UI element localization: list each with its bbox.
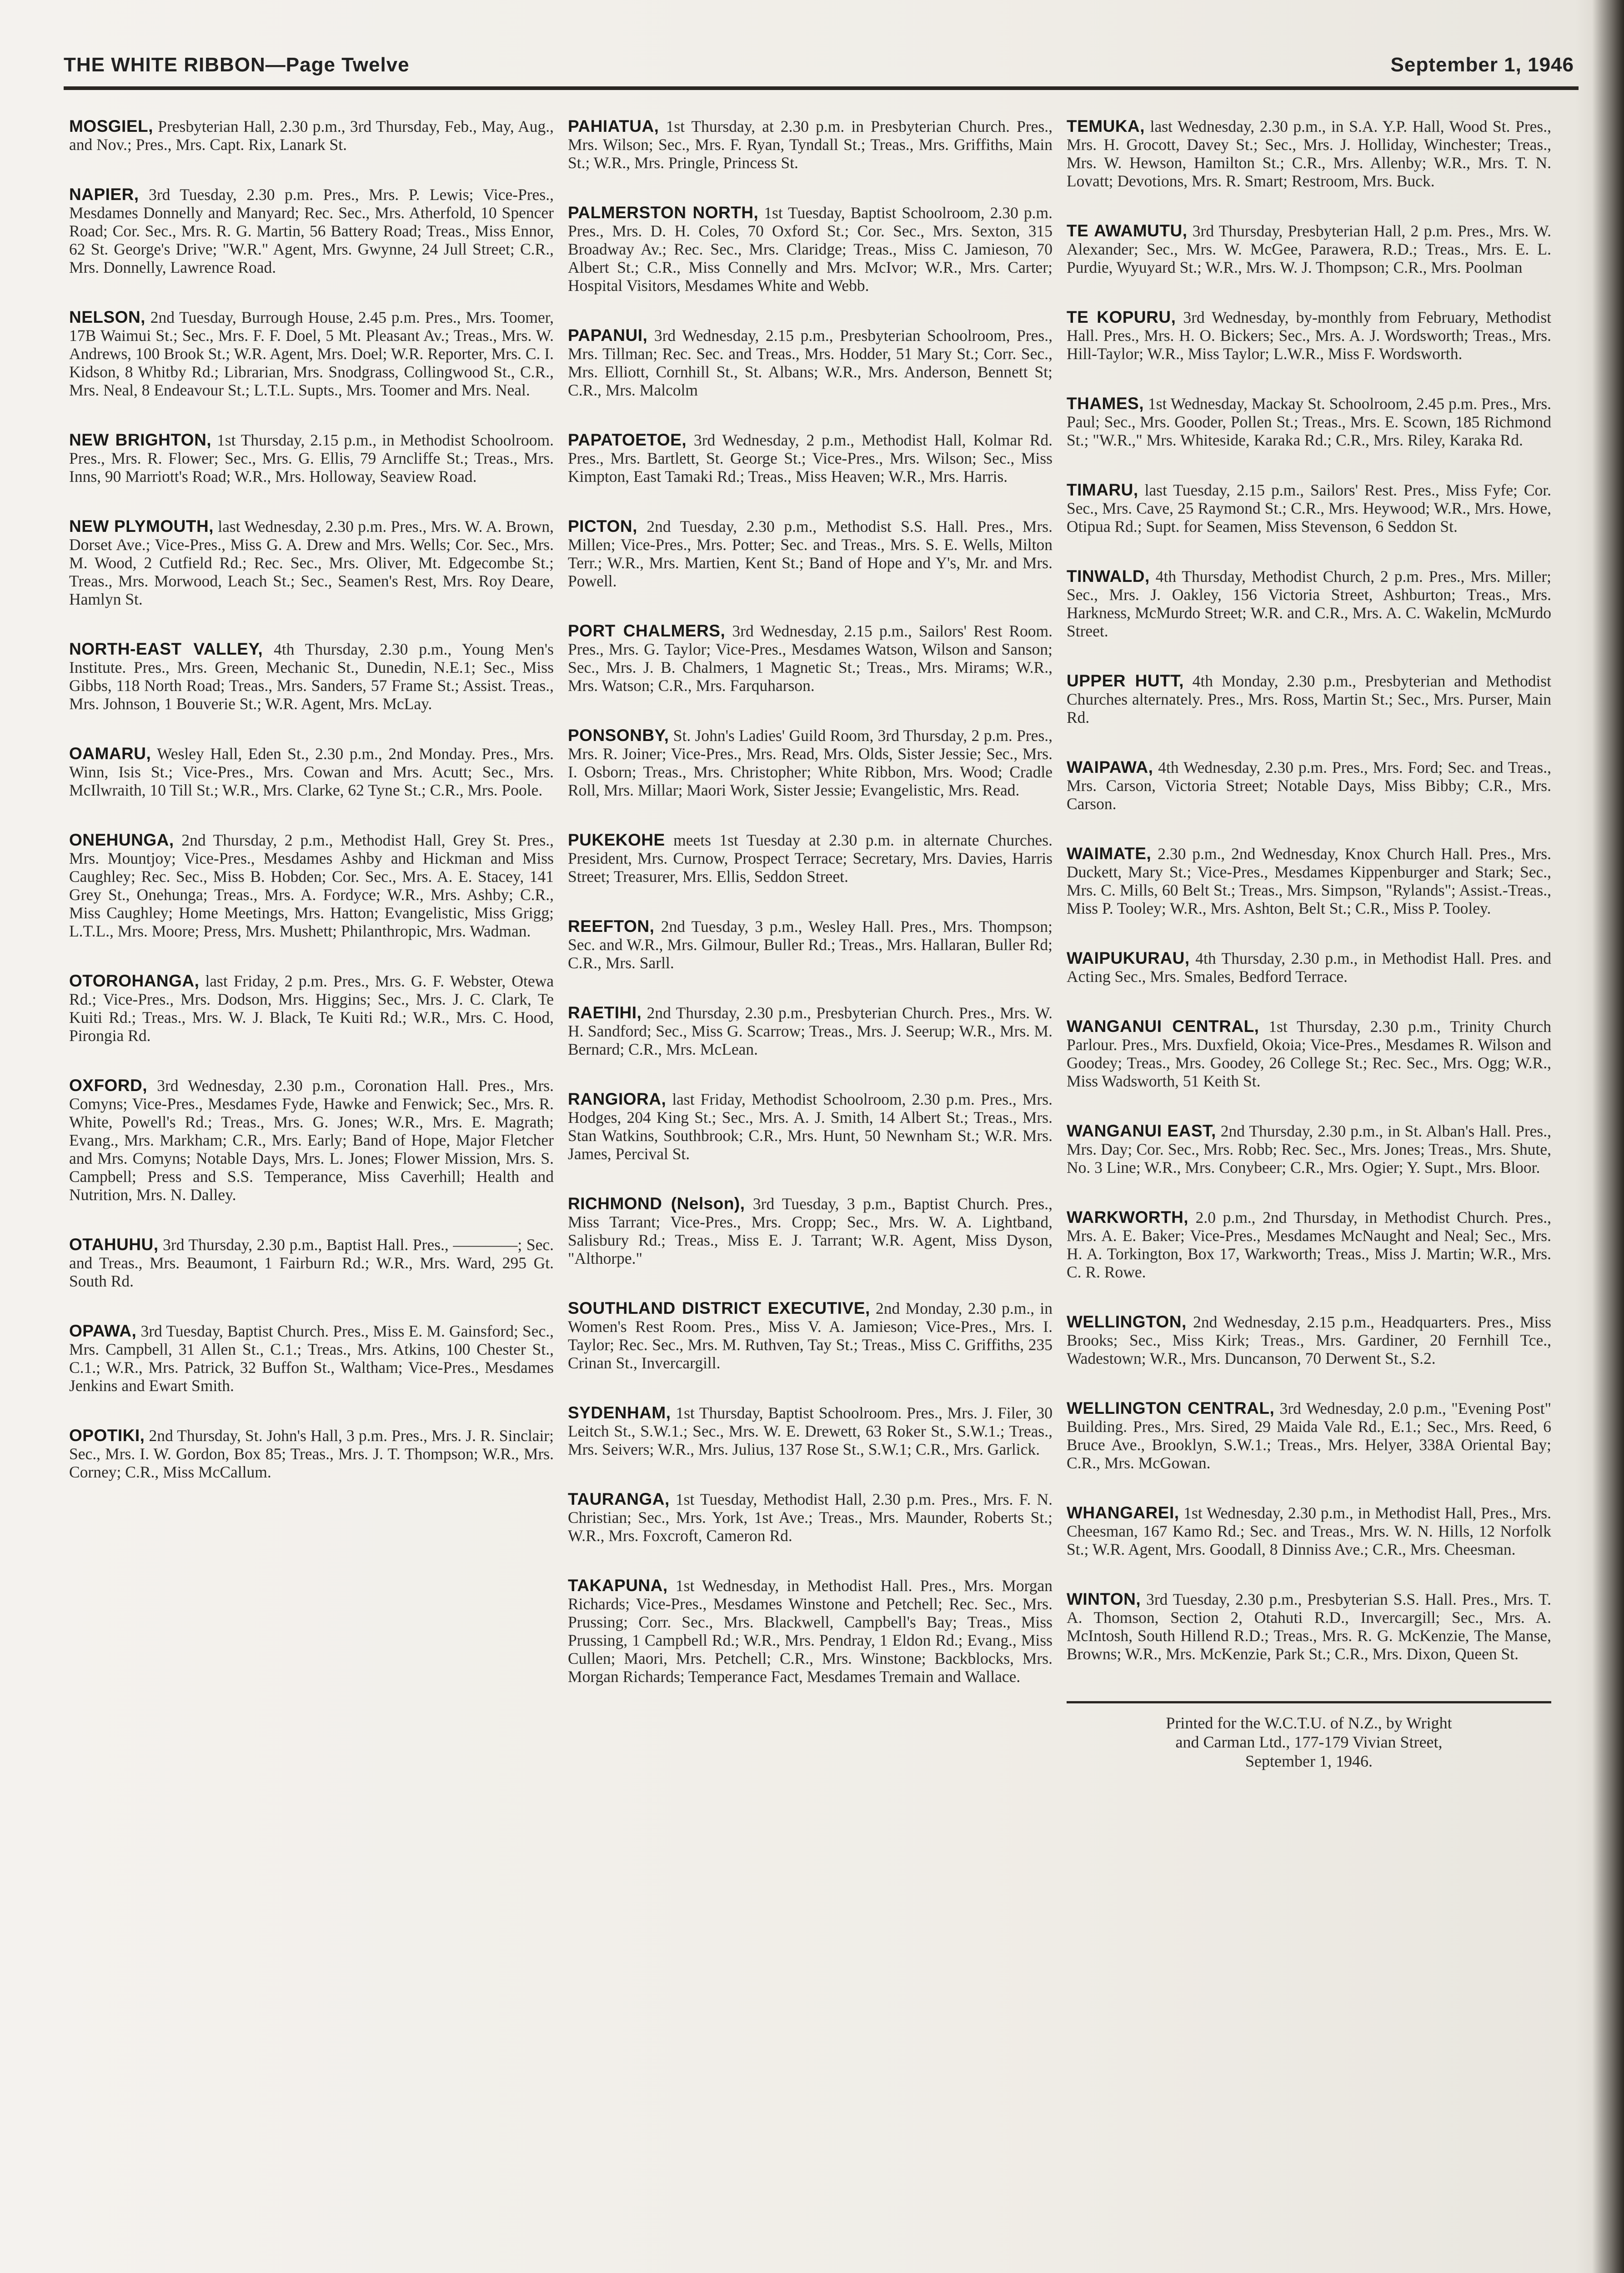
branch-name: ONEHUNGA, (69, 831, 174, 849)
branch-details: 3rd Wednesday, 2.30 p.m., Coronation Hall. Pres., Mrs. Comyns; Vice-Pres., Mesdames Fyde, Hawke and Fenwick; Sec., Mrs. R. White, Powell's Rd.; Treas., Mrs. G. Jones; W.R., Mrs. E. Magrath; Evang., Mrs. Markham; C.R., Mrs. Early; Band of Hope, Major Fletcher and Mrs. Comyns; Notable Days, Mrs. L. Jones; Flower Mission, Mrs. S. Campbell; Press and S.S. Temperance, Miss Caverhill; Health and Nutrition, Mrs. N. Dalley. (69, 1076, 554, 1204)
branch-details: 2nd Thursday, 2.30 p.m., Presbyterian Church. Pres., Mrs. W. H. Sandford; Sec., Miss G. Scarrow; Treas., Mrs. J. Seerup; W.R., Mrs. M. Bernard; C.R., Mrs. McLean. (568, 1004, 1053, 1058)
branch-details: last Tuesday, 2.15 p.m., Sailors' Rest. Pres., Miss Fyfe; Cor. Sec., Mrs. Cave, 25 Raymond St.; C.R., Mrs. Heywood; W.R., Mrs. Howe, Otipua Rd.; Supt. for Seamen, Miss Stevenson, 6 Seddon St. (1067, 481, 1551, 536)
branch-details: 2nd Wednesday, 2.15 p.m., Headquarters. Pres., Miss Brooks; Sec., Miss Kirk; Treas., Mrs. Gardiner, 20 Fernhill Tce., Wadestown; W.R., Mrs. Duncanson, 70 Derwent St., S.2. (1067, 1313, 1551, 1367)
columns (69, 117, 1551, 2273)
branch-details: 2nd Thursday, 2 p.m., Methodist Hall, Grey St. Pres., Mrs. Mountjoy; Vice-Pres., Mesdames Ashby and Hickman and Miss Caughley; Rec. Sec., Miss B. Hobden; Cor. Sec., Mrs. A. E. Stacey, 141 Grey St., Onehunga; Treas., Mrs. A. Fordyce; W.R., Mrs. Ashby; C.R., Miss Caughley; Home Meetings, Mrs. Hatton; Evangelistic, Miss Grigg; L.T.L., Mrs. Moore; Press, Mrs. Mushett; Philanthropic, Mrs. Wadman. (69, 831, 554, 940)
branch-name: PAHIATUA, (568, 117, 659, 135)
branch-name: UPPER HUTT, (1067, 671, 1184, 690)
branch-entry (1067, 1313, 1551, 1367)
branch-entry (1067, 308, 1551, 363)
branch-name: WANGANUI EAST, (1067, 1121, 1216, 1140)
branch-entry (1067, 395, 1551, 449)
branch-name: WAIMATE, (1067, 844, 1152, 863)
branch-entry (69, 431, 554, 486)
branch-name: OAMARU, (69, 744, 151, 763)
branch-name: WANGANUI CENTRAL, (1067, 1017, 1259, 1036)
branch-name: TAURANGA, (568, 1490, 670, 1508)
branch-entry (69, 517, 554, 608)
branch-details: 3rd Tuesday, 3 p.m., Baptist Church. Pres., Miss Tarrant; Vice-Pres., Mrs. Cropp; Sec., Mrs. W. A. Lightband, Salisbury Rd.; Treas., Miss E. J. Tarrant; W.R. Agent, Miss Dyson, "Althorpe." (568, 1195, 1053, 1267)
header-date: September 1, 1946 (1390, 54, 1574, 76)
imprint-line1: Printed for the W.C.T.U. of N.Z., by Wright (1166, 1714, 1452, 1732)
branch-entry (69, 185, 554, 276)
branch-entry (568, 117, 1053, 172)
branch-name: WINTON, (1067, 1590, 1141, 1608)
branch-entry (568, 1004, 1053, 1058)
branch-entry (69, 1322, 554, 1395)
branch-name: WELLINGTON CENTRAL, (1067, 1399, 1275, 1417)
branch-entry (69, 117, 554, 154)
branch-details: 2nd Monday, 2.30 p.m., in Women's Rest Room. Pres., Miss V. A. Jamieson; Vice-Pres., Mrs. I. Taylor; Rec. Sec., Mrs. M. Ruthven, Tay St.; Treas., Miss C. Griffiths, 235 Crinan St., Invercargill. (568, 1299, 1053, 1372)
branch-name: WAIPUKURAU, (1067, 949, 1190, 967)
branch-entry (568, 622, 1053, 695)
branch-name: PAPANUI, (568, 326, 648, 345)
branch-name: SYDENHAM, (568, 1403, 671, 1422)
branch-name: NEW PLYMOUTH, (69, 517, 214, 536)
column-3 (1067, 117, 1551, 2273)
branch-details: 3rd Thursday, Presbyterian Hall, 2 p.m. Pres., Mrs. W. Alexander; Sec., Mrs. W. McGee, Parawera, R.D.; Treas., Mrs. E. L. Purdie, Wyuyard St.; W.R., Mrs. W. J. Thompson; C.R., Mrs. Poolman (1067, 222, 1552, 276)
branch-details: 4th Thursday, 2.30 p.m., in Methodist Hall. Pres. and Acting Sec., Mrs. Smales, Bedford Terrace. (1067, 949, 1551, 986)
branch-details: 3rd Wednesday, 2 p.m., Methodist Hall, Kolmar Rd. Pres., Mrs. Bartlett, St. George St.; Vice-Pres., Mrs. Wilson; Sec., Miss Kimpton, East Tamaki Rd.; Treas., Miss Heaven; W.R., Mrs. Harris. (568, 431, 1053, 486)
branch-details: Presbyterian Hall, 2.30 p.m., 3rd Thursday, Feb., May, Aug., and Nov.; Pres., Mrs. Capt. Rix, Lanark St. (69, 117, 554, 154)
branch-entry (69, 1427, 554, 1481)
branch-details: 1st Wednesday, Mackay St. Schoolroom, 2.45 p.m. Pres., Mrs. Paul; Sec., Mrs. Gooder, Pollen St.; Treas., Mrs. E. Scown, 185 Richmond St.; "W.R.," Mrs. Whiteside, Karaka Rd.; C.R., Mrs. Riley, Karaka Rd. (1067, 395, 1552, 449)
branch-name: NAPIER, (69, 185, 139, 204)
branch-entry (568, 326, 1053, 399)
branch-name: RICHMOND (Nelson), (568, 1194, 745, 1213)
branch-details: 3rd Tuesday, 2.30 p.m. Pres., Mrs. P. Lewis; Vice-Pres., Mesdames Donnelly and Manyard; Rec. Sec., Mrs. Atherfold, 10 Spencer Road; Cor. Sec., Mrs. R. G. Martin, 56 Battery Road; Treas., Miss Ennor, 62 St. George's Drive; "W.R." Agent, Mrs. Gwynne, 24 Jull Street; C.R., Mrs. Donnelly, Lawrence Road. (69, 185, 554, 276)
branch-entry (69, 1236, 554, 1290)
branch-details: Wesley Hall, Eden St., 2.30 p.m., 2nd Monday. Pres., Mrs. Winn, Isis St.; Vice-Pres., Mrs. Cowan and Mrs. Acutt; Sec., Mrs. McIlwraith, 10 Till St.; W.R., Mrs. Clarke, 62 Tyne St.; C.R., Mrs. Poole. (69, 745, 554, 799)
branch-name: WAIPAWA, (1067, 758, 1153, 776)
branch-entry (1067, 1122, 1551, 1177)
branch-entry (1067, 1017, 1551, 1090)
branch-name: PUKEKOHE (568, 831, 665, 849)
imprint-line3: September 1, 1946. (1245, 1752, 1373, 1770)
branch-entry (1067, 567, 1551, 640)
branch-name: PICTON, (568, 517, 637, 536)
branch-details: 1st Tuesday, Methodist Hall, 2.30 p.m. Pres., Mrs. F. N. Christian; Sec., Mrs. York, 1st Ave.; Treas., Mrs. Maunder, Roberts St.; W.R., Mrs. Foxcroft, Cameron Rd. (568, 1490, 1053, 1545)
branch-name: WELLINGTON, (1067, 1312, 1187, 1331)
branch-entry (1067, 845, 1551, 917)
branch-entry (69, 831, 554, 940)
branch-entry (1067, 1590, 1551, 1663)
branch-name: OTOROHANGA, (69, 971, 200, 990)
branch-details: 2.30 p.m., 2nd Wednesday, Knox Church Hall. Pres., Mrs. Duckett, Mary St.; Vice-Pres., Mesdames Kippenburger and Stark; Sec., Mrs. C. Mills, 60 Belt St.; Treas., Mrs. Simpson, "Rylands"; Assist.-Treas., Miss P. Tooley; W.R., Mrs. Ashton, Belt St.; C.R., Miss P. Tooley. (1067, 845, 1551, 917)
branch-name: TIMARU, (1067, 481, 1138, 499)
branch-name: PALMERSTON NORTH, (568, 203, 759, 222)
branch-details: 1st Wednesday, 2.30 p.m., in Methodist Hall, Pres., Mrs. Cheesman, 167 Kamo Rd.; Sec. and Treas., Mrs. W. N. Hills, 12 Norfolk St.; W.R. Agent, Mrs. Goodall, 8 Dinniss Ave.; C.R., Mrs. Cheesman. (1067, 1504, 1551, 1558)
branch-entry (568, 517, 1053, 590)
branch-details: 3rd Wednesday, 2.15 p.m., Sailors' Rest Room. Pres., Mrs. G. Taylor; Vice-Pres., Mesdames Watson, Wilson and Sanson; Sec., Mrs. J. B. Chalmers, 1 Magnetic St.; Treas., Mrs. Mirams; W.R., Mrs. Watson; C.R., Mrs. Farquharson. (568, 622, 1053, 695)
branch-name: TAKAPUNA, (568, 1576, 668, 1595)
branch-name: TINWALD, (1067, 567, 1150, 586)
branch-details: 3rd Wednesday, 2.0 p.m., "Evening Post" Building. Pres., Mrs. Sired, 29 Maida Vale Rd., E.1.; Sec., Mrs. Reed, 6 Bruce Ave., Brooklyn, S.W.1.; Treas., Mrs. Helyer, 338A Oriental Bay; C.R., Mrs. McGowan. (1067, 1399, 1552, 1472)
branch-details: 2nd Tuesday, 2.30 p.m., Methodist S.S. Hall. Pres., Mrs. Millen; Vice-Pres., Mrs. Potter; Sec. and Treas., Mrs. S. E. Wells, Milton Terr.; W.R., Mrs. Martien, Kent St.; Band of Hope and Y's, Mr. and Mrs. Powell. (568, 517, 1053, 590)
branch-entry (568, 1490, 1053, 1545)
header-rule (64, 86, 1579, 90)
branch-entry (568, 917, 1053, 972)
branch-entry (568, 1090, 1053, 1163)
branch-entry (568, 431, 1053, 486)
branch-details: 1st Thursday, Baptist Schoolroom. Pres., Mrs. J. Filer, 30 Leitch St., S.W.1.; Sec., Mrs. W. E. Drewett, 63 Roker St., S.W.1.; Treas., Mrs. Seivers; W.R., Mrs. Julius, 137 Rose St., S.W.1; C.R., Mrs. Garlick. (568, 1404, 1053, 1458)
branch-name: TE AWAMUTU, (1067, 221, 1188, 240)
page-edge-shadow (1592, 0, 1624, 2273)
column-2 (568, 117, 1053, 2273)
branch-details: last Wednesday, 2.30 p.m. Pres., Mrs. W. A. Brown, Dorset Ave.; Vice-Pres., Miss G. A. Drew and Mrs. Wells; Cor. Sec., Mrs. M. Wood, 2 Cutfield Rd.; Rec. Sec., Mrs. Oliver, Mt. Edgecombe St.; Treas., Mrs. Morwood, Leach St.; Sec., Seamen's Rest, Mrs. Roy Deare, Hamlyn St. (69, 517, 554, 608)
branch-details: 1st Thursday, 2.30 p.m., Trinity Church Parlour. Pres., Mrs. Duxfield, Okoia; Vice-Pres., Mesdames R. Wilson and Goodey; Treas., Mrs. Goodey, 26 College St.; Rec. Sec., Mrs. Ogg; W.R., Miss Wadsworth, 51 Keith St. (1067, 1017, 1551, 1090)
page-header (64, 35, 1574, 76)
branch-details: 2nd Thursday, 2.30 p.m., in St. Alban's Hall. Pres., Mrs. Day; Cor. Sec., Mrs. Robb; Rec. Sec., Mrs. Jones; Treas., Mrs. Shute, No. 3 Line; W.R., Mrs. Conybeer; C.R., Mrs. Ogier; Y. Supt., Mrs. Bloor. (1067, 1122, 1551, 1177)
branch-details: meets 1st Tuesday at 2.30 p.m. in alternate Churches. President, Mrs. Curnow, Prospect Terrace; Secretary, Mrs. Davies, Harris Street; Treasurer, Mrs. Ellis, Seddon Street. (568, 831, 1053, 886)
imprint-line2: and Carman Ltd., 177-179 Vivian Street, (1175, 1733, 1443, 1751)
branch-entry (568, 1299, 1053, 1372)
branch-details: last Wednesday, 2.30 p.m., in S.A. Y.P. Hall, Wood St. Pres., Mrs. H. Grocott, Davey St.; Sec., Mrs. J. Holliday, Winchester; Treas., Mrs. W. Hewson, Hamilton St.; C.R., Mrs. Allenby; W.R., Mrs. T. N. Lovatt; Devotions, Mrs. R. Smart; Restroom, Mrs. Buck. (1067, 117, 1551, 190)
branch-details: 1st Tuesday, Baptist Schoolroom, 2.30 p.m. Pres., Mrs. D. H. Coles, 70 Oxford St.; Cor. Sec., Mrs. Sexton, 315 Broadway Av.; Rec. Sec., Mrs. Claridge; Treas., Miss C. Jamieson, 70 Albert St.; C.R., Miss Connelly and Mrs. McIvor; W.R., Mrs. Carter; Hospital Visitors, Mesdames White and Webb. (568, 204, 1053, 295)
branch-entry (1067, 672, 1551, 726)
branch-entry (69, 308, 554, 399)
branch-name: REEFTON, (568, 917, 655, 936)
branch-details: last Friday, 2 p.m. Pres., Mrs. G. F. Webster, Otewa Rd.; Vice-Pres., Mrs. Dodson, Mrs. Higgins; Sec., Mrs. J. C. Clark, Te Kuiti Rd.; Treas., Mrs. W. J. Black, Te Kuiti Rd.; W.R., Mrs. C. Hood, Pirongia Rd. (69, 972, 554, 1045)
branch-name: WHANGAREI, (1067, 1503, 1179, 1522)
branch-entry (568, 1404, 1053, 1458)
branch-details: 1st Thursday, 2.15 p.m., in Methodist Schoolroom. Pres., Mrs. R. Flower; Sec., Mrs. G. Ellis, 79 Arncliffe St.; Treas., Mrs. Inns, 90 Marriott's Road; W.R., Mrs. Holloway, Seaview Road. (69, 431, 554, 486)
branch-details: 3rd Wednesday, by-monthly from February, Methodist Hall. Pres., Mrs. H. O. Bickers; Sec., Mrs. A. J. Wordsworth; Treas., Mrs. Hill-Taylor; W.R., Miss Taylor; L.W.R., Miss F. Wordsworth. (1067, 308, 1551, 363)
branch-entry (69, 745, 554, 799)
branch-details: 2.0 p.m., 2nd Thursday, in Methodist Church. Pres., Mrs. A. E. Baker; Vice-Pres., Mesdames McNaught and Neal; Sec., Mrs. H. A. Torkington, Box 17, Warkworth; Treas., Miss J. Martin; W.R., Mrs. C. R. Rowe. (1067, 1208, 1552, 1281)
branch-entry (1067, 1399, 1551, 1472)
branch-name: OPAWA, (69, 1322, 137, 1340)
branch-name: OXFORD, (69, 1076, 148, 1095)
imprint-rule (1067, 1701, 1551, 1703)
branch-entry (69, 640, 554, 713)
branch-entry (1067, 117, 1551, 190)
branch-details: 3rd Tuesday, 2.30 p.m., Presbyterian S.S. Hall. Pres., Mrs. T. A. Thomson, Section 2, Otahuti R.D., Invercargill; Sec., Mrs. A. McIntosh, South Hillend R.D.; Treas., Mrs. R. G. McKenzie, The Manse, Browns; W.R., Mrs. McKenzie, Park St.; C.R., Mrs. Dixon, Queen St. (1067, 1590, 1552, 1663)
column-1 (69, 117, 554, 2273)
branch-name: OTAHUHU, (69, 1235, 159, 1254)
branch-entry (568, 1577, 1053, 1686)
branch-details: St. John's Ladies' Guild Room, 3rd Thursday, 2 p.m. Pres., Mrs. R. Joiner; Vice-Pres., Mrs. Read, Mrs. Olds, Sister Jessie; Sec., Mrs. I. Osborn; Treas., Mrs. Christopher; White Ribbon, Mrs. Wood; Cradle Roll, Mrs. Millar; Maori Work, Sister Jessie; Evangelistic, Mrs. Read. (568, 726, 1053, 799)
branch-details: 2nd Thursday, St. John's Hall, 3 p.m. Pres., Mrs. J. R. Sinclair; Sec., Mrs. I. W. Gordon, Box 85; Treas., Mrs. J. T. Thompson; W.R., Mrs. Corney; C.R., Miss McCallum. (69, 1427, 554, 1481)
branch-entry (1067, 222, 1551, 276)
branch-name: TE KOPURU, (1067, 308, 1176, 326)
branch-details: last Friday, Methodist Schoolroom, 2.30 p.m. Pres., Mrs. Hodges, 204 King St.; Sec., Mrs. A. J. Smith, 14 Albert St.; Treas., Mrs. Stan Watkins, Southbrook; C.R., Mrs. Hunt, 50 Newnham St.; W.R. Mrs. James, Percival St. (568, 1090, 1053, 1163)
branch-details: 3rd Tuesday, Baptist Church. Pres., Miss E. M. Gainsford; Sec., Mrs. Campbell, 31 Allen St., C.1.; Treas., Mrs. Atkins, 100 Chester St., C.1.; W.R., Mrs. Patrick, 32 Buffon St., Waltham; Vice-Pres., Mesdames Jenkins and Ewart Smith. (69, 1322, 554, 1395)
branch-name: RAETIHI, (568, 1003, 642, 1022)
branch-details: 2nd Tuesday, 3 p.m., Wesley Hall. Pres., Mrs. Thompson; Sec. and W.R., Mrs. Gilmour, Buller Rd.; Treas., Mrs. Hallaran, Buller Rd; C.R., Mrs. Sarll. (568, 917, 1053, 972)
branch-name: PAPATOETOE, (568, 431, 687, 449)
branch-name: THAMES, (1067, 394, 1144, 413)
branch-name: RANGIORA, (568, 1090, 667, 1108)
branch-name: TEMUKA, (1067, 117, 1145, 135)
branch-name: PONSONBY, (568, 726, 669, 745)
branch-details: 3rd Thursday, 2.30 p.m., Baptist Hall. Pres., ————; Sec. and Treas., Mrs. Beaumont, 1 Fairburn Rd.; W.R., Mrs. Ward, 295 Gt. South Rd. (69, 1236, 554, 1290)
branch-name: NORTH-EAST VALLEY, (69, 640, 263, 658)
branch-name: MOSGIEL, (69, 117, 153, 135)
branch-entry (568, 726, 1053, 799)
branch-name: OPOTIKI, (69, 1426, 145, 1445)
branch-details: 4th Monday, 2.30 p.m., Presbyterian and Methodist Churches alternately. Pres., Mrs. Ross, Martin St.; Sec., Mrs. Purser, Main Rd. (1067, 672, 1551, 726)
branch-details: 2nd Tuesday, Burrough House, 2.45 p.m. Pres., Mrs. Toomer, 17B Waimui St.; Sec., Mrs. F. F. Doel, 5 Mt. Pleasant Av.; Treas., Mrs. W. Andrews, 100 Brook St.; W.R. Agent, Mrs. Doel; W.R. Reporter, Mrs. C. I. Kidson, 8 Whitby Rd.; Librarian, Mrs. Snodgrass, Collingwood St., C.R., Mrs. Neal, 8 Endeavour St.; L.T.L. Supts., Mrs. Toomer and Mrs. Neal. (69, 308, 554, 399)
branch-entry (1067, 949, 1551, 986)
branch-entry (1067, 1504, 1551, 1558)
branch-name: SOUTHLAND DISTRICT EXECUTIVE, (568, 1299, 870, 1317)
branch-details: 4th Thursday, 2.30 p.m., Young Men's Institute. Pres., Mrs. Green, Mechanic St., Dunedin, N.E.1; Sec., Miss Gibbs, 118 North Road; Treas., Mrs. Sanders, 57 Frame St.; Assist. Treas., Mrs. Johnson, 1 Bouverie St.; W.R. Agent, Mrs. McLay. (69, 640, 554, 713)
branch-entry (1067, 1208, 1551, 1281)
branch-details: 3rd Wednesday, 2.15 p.m., Presbyterian Schoolroom, Pres., Mrs. Tillman; Rec. Sec. and Treas., Mrs. Hodder, 51 Mary St.; Corr. Sec., Mrs. Elliott, Cornhill St., St. Albans; W.R., Mrs. Anderson, Bennett St; C.R., Mrs. Malcolm (568, 326, 1053, 399)
branch-entry (1067, 758, 1551, 813)
branch-details: 4th Wednesday, 2.30 p.m. Pres., Mrs. Ford; Sec. and Treas., Mrs. Carson, Victoria Street; Notable Days, Miss Bibby; C.R., Mrs. Carson. (1067, 758, 1551, 813)
branch-entry (69, 1076, 554, 1204)
header-title: THE WHITE RIBBON—Page Twelve (64, 54, 410, 76)
branch-entry (568, 831, 1053, 886)
branch-details: 1st Thursday, at 2.30 p.m. in Presbyterian Church. Pres., Mrs. Wilson; Sec., Mrs. F. Ryan, Tyndall St.; Treas., Mrs. Griffiths, Main St.; W.R., Mrs. Pringle, Princess St. (568, 117, 1053, 172)
branch-details: 4th Thursday, Methodist Church, 2 p.m. Pres., Mrs. Miller; Sec., Mrs. J. Oakley, 156 Victoria Street, Ashburton; Treas., Mrs. Harkness, McMurdo Street; W.R. and C.R., Mrs. A. C. Wakelin, McMurdo Street. (1067, 567, 1552, 640)
branch-name: WARKWORTH, (1067, 1208, 1189, 1227)
branch-name: NELSON, (69, 308, 145, 326)
branch-entry (568, 204, 1053, 295)
branch-details: 1st Wednesday, in Methodist Hall. Pres., Mrs. Morgan Richards; Vice-Pres., Mesdames Winstone and Petchell; Rec. Sec., Mrs. Prussing; Corr. Sec., Mrs. Blackwell, Campbell's Bay; Treas., Miss Prussing, 1 Campbell Rd.; W.R., Mrs. Pendray, 1 Eldon Rd.; Evang., Miss Cullen; Maori, Mrs. Petchell; C.R., Mrs. Winstone; Backblocks, Mrs. Morgan Richards; Temperance Fact, Mesdames Tremain and Wallace. (568, 1577, 1053, 1686)
branch-entry (69, 972, 554, 1045)
printer-imprint (1067, 1713, 1551, 1771)
branch-entry (1067, 481, 1551, 536)
branch-name: PORT CHALMERS, (568, 621, 726, 640)
branch-entry (568, 1195, 1053, 1267)
branch-name: NEW BRIGHTON, (69, 431, 212, 449)
